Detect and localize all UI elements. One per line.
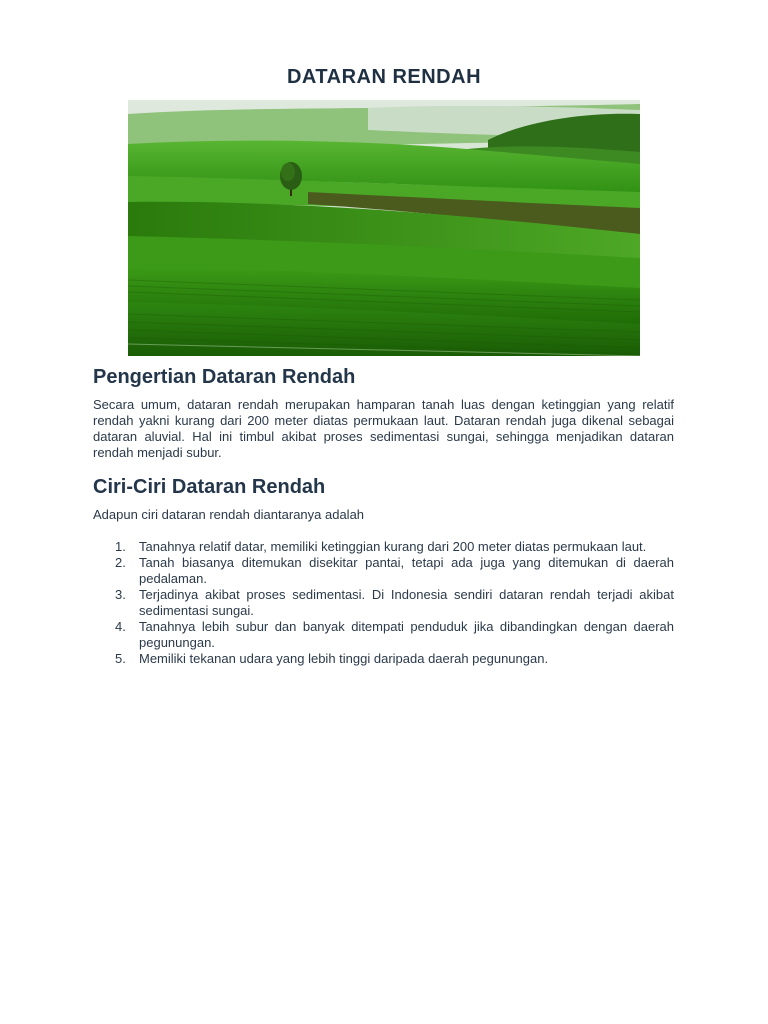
- list-item-text: Tanahnya relatif datar, memiliki ketinggian kurang dari 200 meter diatas permukaan laut.: [139, 539, 647, 554]
- list-item-text: Tanahnya lebih subur dan banyak ditempati penduduk jika dibandingkan dengan daerah pegunungan.: [139, 619, 674, 650]
- list-item: [93, 555, 674, 587]
- document-title: DATARAN RENDAH: [286, 66, 482, 88]
- list-item: [93, 539, 674, 555]
- list-item-number: 2.: [115, 555, 126, 570]
- list-item-text: Tanah biasanya ditemukan disekitar pantai, tetapi ada juga yang ditemukan di daerah pedalaman.: [139, 555, 674, 586]
- section-heading-ciri-ciri: Ciri-Ciri Dataran Rendah: [93, 476, 326, 498]
- list-item: [93, 587, 674, 619]
- list-item-number: 5.: [115, 651, 126, 666]
- list-item: [93, 619, 674, 651]
- list-item-text: Memiliki tekanan udara yang lebih tinggi daripada daerah pegunungan.: [139, 651, 549, 666]
- list-item-number: 1.: [115, 539, 126, 554]
- ciri-list: [93, 539, 674, 667]
- section-intro-ciri-ciri: Adapun ciri dataran rendah diantaranya adalah: [93, 507, 365, 522]
- section-body-pengertian: Secara umum, dataran rendah merupakan hamparan tanah luas dengan ketinggian yang relatif rendah yakni kurang dari 200 meter diatas permukaan laut. Dataran rendah juga dikenal sebagai dataran aluvial. Hal ini timbul akibat proses sedimentasi sungai, sehingga menjadikan dataran rendah menjadi subur.: [93, 397, 674, 460]
- list-item: [93, 651, 674, 667]
- list-item-number: 4.: [115, 619, 126, 634]
- list-item-number: 3.: [115, 587, 126, 602]
- section-heading-pengertian: Pengertian Dataran Rendah: [93, 366, 356, 388]
- lowland-field-photo: [128, 100, 640, 356]
- list-item-text: Terjadinya akibat proses sedimentasi. Di Indonesia sendiri dataran rendah terjadi akibat sedimentasi sungai.: [139, 587, 674, 618]
